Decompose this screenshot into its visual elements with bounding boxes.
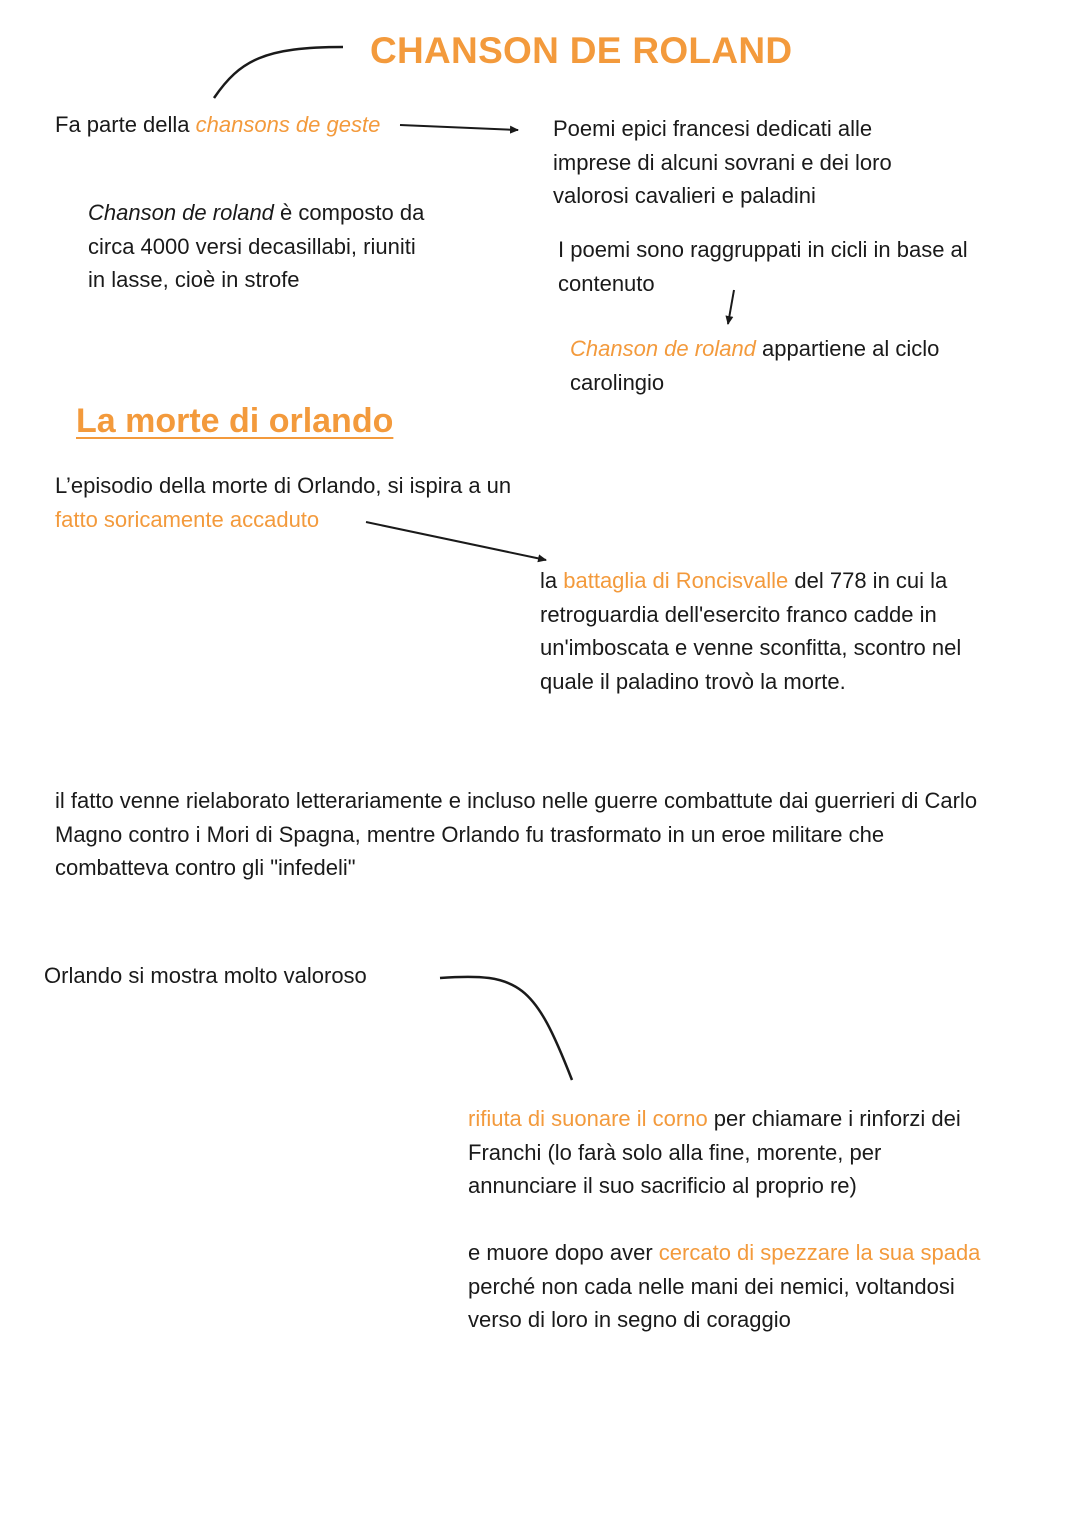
cycle-membership-block: Chanson de roland appartiene al ciclo carolingio — [570, 336, 940, 395]
valor-text: Orlando si mostra molto valoroso — [44, 963, 367, 988]
composition-block: Chanson de roland è composto da circa 4000 versi decasillabi, riuniti in lasse, cioè in strofe — [88, 200, 425, 292]
episode-block: L’episodio della morte di Orlando, si ispira a un fatto soricamente accaduto — [55, 473, 512, 532]
definition-block: Poemi epici francesi dedicati alle imprese di alcuni sovrani e dei loro valorosi cavalieri e paladini — [553, 116, 892, 208]
title-curve-line — [214, 47, 343, 98]
battle-block: la battaglia di Roncisvalle del 778 in cui la retroguardia dell'esercito franco cadde in un'imboscata e venne sconfitta, scontro nel quale il paladino trovò la morte. — [540, 568, 962, 694]
chansons-de-geste-highlight: chansons de geste — [195, 112, 381, 137]
section-title: La morte di orlando — [76, 402, 394, 440]
arrow-to-definition — [400, 125, 518, 130]
valor-curve-line — [440, 977, 572, 1080]
intro-text: Fa parte della chansons de geste — [55, 112, 381, 137]
sword-block: e muore dopo aver cercato di spezzare la sua spada perché non cada nelle mani dei nemici, voltandosi verso di loro in segno di coraggio — [468, 1240, 981, 1332]
horn-block: rifiuta di suonare il corno per chiamare i rinforzi dei Franchi (lo farà solo alla fine, morente, per annunciare il suo sacrificio al proprio re) — [468, 1106, 961, 1198]
page-title: CHANSON DE ROLAND — [370, 30, 793, 71]
cycles-block: I poemi sono raggruppati in cicli in base al contenuto — [558, 237, 968, 296]
reworking-block: il fatto venne rielaborato letterariamente e incluso nelle guerre combattute dai guerrieri di Carlo Magno contro i Mori di Spagna, mentre Orlando fu trasformato in un eroe militare che combatteva contro gli "infedeli" — [55, 788, 978, 880]
